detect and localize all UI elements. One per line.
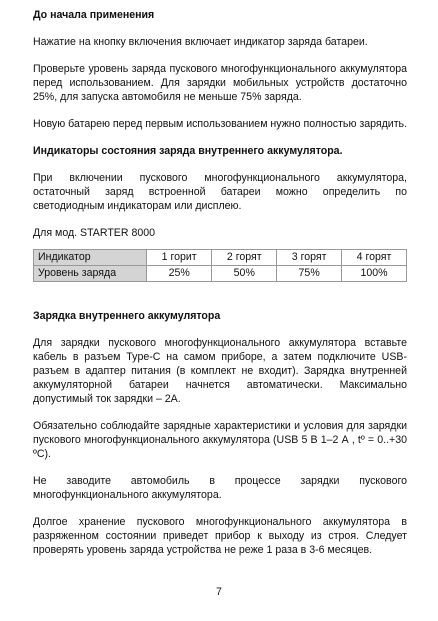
- table-cell: 50%: [212, 266, 277, 282]
- paragraph: Нажатие на кнопку включения включает индикатор заряда батареи.: [33, 36, 368, 48]
- section-heading-before-use: До начала применения: [33, 9, 155, 21]
- table-cell: 25%: [147, 266, 212, 282]
- section-heading-charge-indicators: Индикаторы состояния заряда внутреннего аккумулятора.: [33, 145, 343, 157]
- table-cell: 100%: [342, 266, 407, 282]
- table-cell: 2 горят: [212, 250, 277, 266]
- charge-level-table: [33, 249, 407, 282]
- table-cell: 75%: [277, 266, 342, 282]
- table-row: [34, 250, 407, 266]
- page-number: 7: [216, 586, 222, 598]
- paragraph: Не заводите автомобиль в процессе зарядки пускового многофункционального аккумулятора.: [33, 475, 407, 501]
- section-heading-internal-charging: Зарядка внутреннего аккумулятора: [33, 310, 221, 322]
- table-row: [34, 266, 407, 282]
- paragraph: Новую батарею перед первым использованием нужно полностью зарядить.: [33, 118, 408, 130]
- table-row-header: Уровень заряда: [34, 266, 147, 282]
- document-page: [33, 8, 407, 570]
- paragraph: Для зарядки пускового многофункционального аккумулятора вставьте кабель в разъем Type-C на самом приборе, а затем подключите USB-разъем в адаптер питания (в комплект не входит). Зарядка внутренней аккумуляторной батареи начнется автоматически. Максимально допустимый ток зарядки – 2А.: [33, 337, 407, 405]
- paragraph: При включении пускового многофункционального аккумулятора, остаточный заряд встроенной батареи можно определить по светодиодным индикаторам или дисплею.: [33, 172, 407, 212]
- table-cell: 4 горят: [342, 250, 407, 266]
- table-cell: 1 горит: [147, 250, 212, 266]
- paragraph: Долгое хранение пускового многофункционального аккумулятора в разряженном состоянии приведет прибор к выходу из строя. Следует проверять уровень заряда устройства не реже 1 раза в 3-6 месяцев.: [33, 516, 407, 556]
- table-cell: 3 горят: [277, 250, 342, 266]
- paragraph: Обязательно соблюдайте зарядные характеристики и условия для зарядки пускового многофункционального аккумулятора (USB 5 В 1–2 А , tº = 0..+30 ºC).: [33, 420, 407, 460]
- model-label: Для мод. STARTER 8000: [33, 227, 156, 239]
- paragraph: Проверьте уровень заряда пускового многофункционального аккумулятора перед использованием. Для зарядки мобильных устройств достаточно 25%, для запуска автомобиля не меньше 75% заряда.: [33, 63, 407, 103]
- table-row-header: Индикатор: [34, 250, 147, 266]
